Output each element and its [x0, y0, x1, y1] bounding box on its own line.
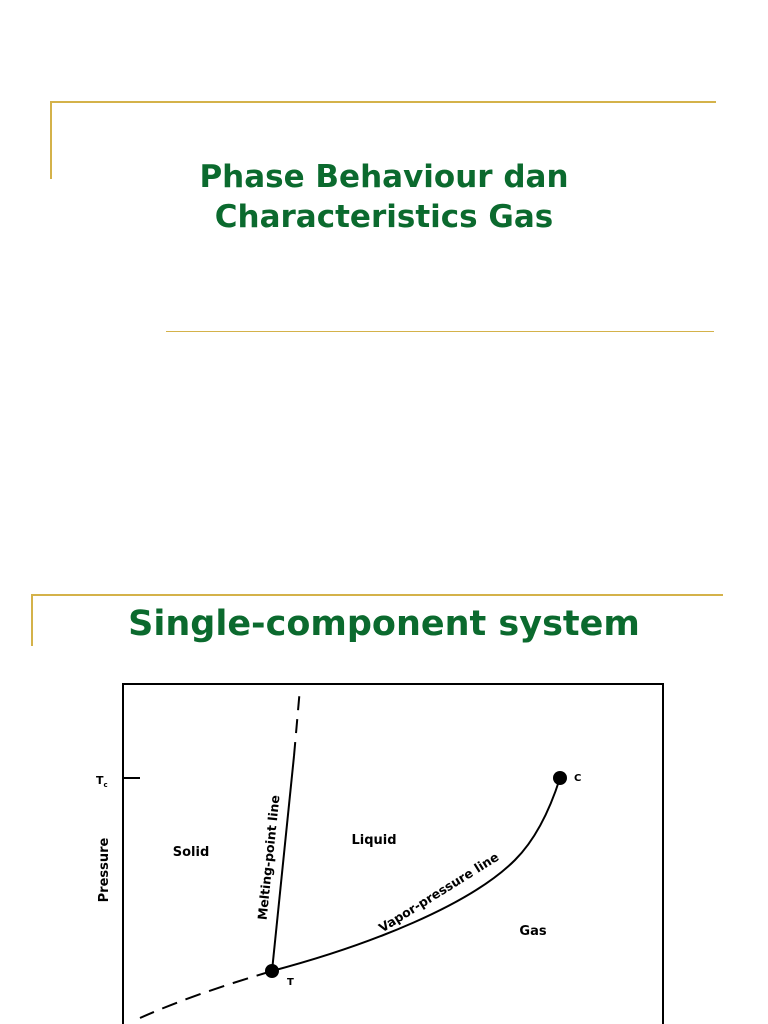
triple-point: [265, 964, 279, 978]
left-accent-rule: [50, 101, 52, 179]
slide-title: Single-component system: [128, 604, 640, 644]
slide-title-line-1: Phase Behaviour dan: [199, 158, 569, 195]
sublimation-line: [140, 971, 272, 1018]
melting-point-line-label: Melting-point line: [254, 794, 283, 921]
phase-diagram-slide: [0, 560, 768, 1024]
region-gas-label: Gas: [519, 924, 547, 939]
critical-point-label: C: [574, 773, 582, 784]
y-axis-label: Pressure: [97, 837, 112, 903]
phase-diagram: [0, 560, 768, 1024]
vapor-pressure-line: [272, 778, 560, 971]
tc-label: $T_c$: [96, 774, 108, 789]
vapor-pressure-line-label: Vapor-pressure line: [375, 849, 502, 936]
triple-point-label: T: [287, 977, 294, 988]
region-liquid-label: Liquid: [351, 833, 397, 848]
top-rule: [50, 101, 716, 103]
bottom-rule: [166, 331, 714, 332]
slide-title-line-2: Characteristics Gas: [214, 198, 554, 235]
slide-title: [120, 157, 648, 237]
critical-point: [553, 771, 567, 785]
region-solid-label: Solid: [172, 845, 210, 860]
melting-point-line-extension: [294, 688, 300, 756]
